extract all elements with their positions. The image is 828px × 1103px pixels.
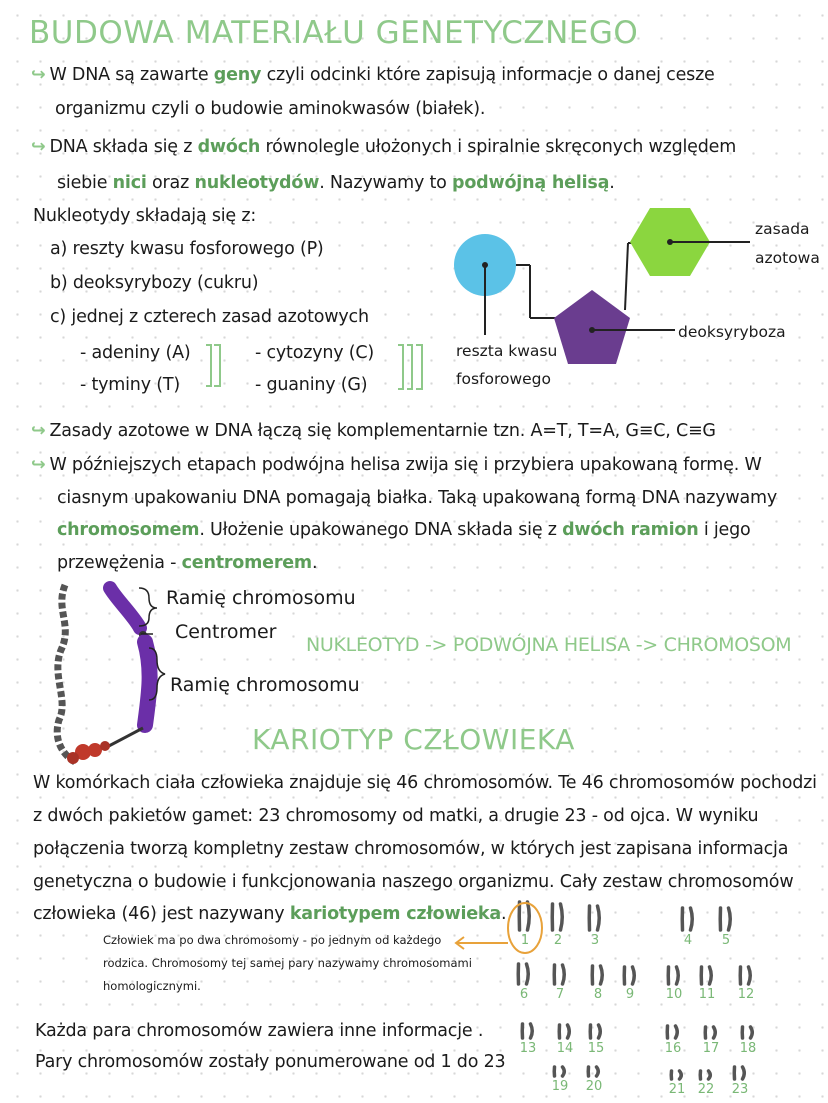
chromosome-number-5: 5 <box>721 933 731 948</box>
chromosome-shape <box>528 902 530 930</box>
karyotype-text-4: genetyczna o budowie i funkcjonowania naszego organizmu. Cały zestaw chromosomów <box>33 872 794 892</box>
chromosome-number-15: 15 <box>587 1041 605 1056</box>
chromosome-shape <box>597 1067 599 1076</box>
chromosome-pair-6 <box>518 964 528 1002</box>
chromosome-pair-17 <box>703 1027 720 1056</box>
chromosome-number-7: 7 <box>555 987 565 1002</box>
karyotype-chart <box>500 898 828 1103</box>
chromosome-shape <box>729 908 731 930</box>
chromosome-pair-23 <box>732 1067 749 1097</box>
karyotype-svg <box>500 898 828 1103</box>
chromosome-shape <box>527 964 529 984</box>
chromosome-pair-20 <box>586 1067 603 1094</box>
chromosome-number-3: 3 <box>590 933 600 948</box>
homologous-note-2: rodzica. Chromosomy tej samej pary nazywamy chromosomami <box>103 956 472 970</box>
homologous-note-1: Człowiek ma po dwa chromosomy - po jednym od każdego <box>103 933 442 947</box>
chromosome-pair-10 <box>666 967 683 1002</box>
chromosome-shape <box>680 1071 682 1079</box>
label-arm-bottom: Ramię chromosomu <box>170 674 360 696</box>
karyotype-end-2: Pary chromosomów zostały ponumerowane od 1 do 23 <box>35 1052 506 1072</box>
chromosome-number-20: 20 <box>585 1079 603 1094</box>
chromosome-number-10: 10 <box>665 987 683 1002</box>
hook-arrow-icon: ↪ <box>31 455 46 475</box>
chromosome-shape <box>563 965 565 984</box>
base-adenine: - adeniny (A) <box>80 343 191 363</box>
chromosome-number-13: 13 <box>519 1041 537 1056</box>
section-title-karyotype: KARIOTYP CZŁOWIEKA <box>252 723 575 756</box>
term-genes: geny <box>213 65 262 85</box>
chromosome-shape <box>633 967 635 984</box>
chromosome-pair-2 <box>552 904 562 948</box>
chromosome-number-19: 19 <box>551 1079 569 1094</box>
karyotype-text-5: człowieka (46) jest nazywany kariotypem człowieka. <box>33 904 507 924</box>
chromosome-number-16: 16 <box>664 1041 682 1056</box>
chromosome-pair-13 <box>520 1024 537 1056</box>
chromosome-pair-12 <box>738 967 755 1002</box>
chromosome-shape <box>676 1026 678 1038</box>
chromosome-shape <box>749 967 751 984</box>
chromosome-shape <box>677 967 679 984</box>
flow-summary: NUKLEOTYD -> PODWÓJNA HELISA -> CHROMOSOM <box>306 634 792 656</box>
chromosome-number-21: 21 <box>668 1082 686 1097</box>
double-bond-bracket-icon <box>203 342 225 392</box>
chromosome-number-6: 6 <box>519 987 529 1002</box>
chromosome-number-8: 8 <box>593 987 603 1002</box>
nucleotide-part-c: c) jednej z czterech zasad azotowych <box>50 307 369 327</box>
chromosome-shape <box>598 906 600 930</box>
label-phosphate-2: fosforowego <box>456 370 552 388</box>
paragraph-dna-line2: siebie nici oraz nukleotydów. Nazywamy to podwójną helisą. <box>57 173 615 193</box>
chromosome-number-17: 17 <box>702 1041 720 1056</box>
chromosome-shape <box>601 966 603 984</box>
term-two: dwóch <box>197 137 261 157</box>
chromosome-pair-3 <box>589 906 599 948</box>
chromosome-shape <box>599 1025 601 1038</box>
chromosome-pair-14 <box>557 1025 574 1056</box>
karyotype-text-1: W komórkach ciała człowieka znajduje się 46 chromosomów. Te 46 chromosomów pochodzi <box>33 773 817 793</box>
chromosome-pair-5 <box>720 908 730 948</box>
chromosome-number-12: 12 <box>737 987 755 1002</box>
karyotype-text-2: z dwóch pakietów gamet: 23 chromosomy od matki, a drugie 23 - od ojca. W wyniku <box>33 806 759 826</box>
chromosome-number-14: 14 <box>556 1041 574 1056</box>
term-strands: nici <box>112 173 147 193</box>
chromosome-shape <box>710 967 712 984</box>
nucleotide-part-a: a) reszty kwasu fosforowego (P) <box>50 239 324 259</box>
label-nitrogen-base-2: azotowa <box>755 249 820 267</box>
chromosome-shape <box>561 904 563 930</box>
paragraph-complementary: ↪ Zasady azotowe w DNA łączą się komplementarnie tzn. A=T, T=A, G≡C, C≡G <box>31 421 716 441</box>
paragraph-packing-line2: ciasnym upakowaniu DNA pomagają białka. Taką upakowaną formą DNA nazywamy <box>57 488 778 508</box>
base-cytosine: - cytozyny (C) <box>255 343 375 363</box>
chromosome-number-4: 4 <box>683 933 693 948</box>
hook-arrow-icon: ↪ <box>31 137 46 157</box>
chromosome-pair-18 <box>740 1027 757 1056</box>
nucleotide-part-b: b) deoksyrybozy (cukru) <box>50 273 259 293</box>
chromosome-pair-16 <box>665 1026 682 1056</box>
chromosome-number-2: 2 <box>553 933 563 948</box>
chromosome-shape <box>691 908 693 930</box>
term-centromere: centromerem <box>181 553 312 573</box>
paragraph-dna: ↪ DNA składa się z dwóch równolegle ułożonych i spiralnie skręconych względem <box>31 137 737 157</box>
chromosome-number-23: 23 <box>731 1082 749 1097</box>
chromosome-number-1: 1 <box>520 933 530 948</box>
chromosome-pair-19 <box>552 1067 569 1094</box>
paragraph-genes-line2: organizmu czyli o budowie aminokwasów (białek). <box>55 99 486 119</box>
hook-arrow-icon: ↪ <box>31 65 46 85</box>
chromosome-shape <box>714 1027 716 1038</box>
label-arm-top: Ramię chromosomu <box>166 587 356 609</box>
base-thymine: - tyminy (T) <box>80 375 180 395</box>
chromosome-shape <box>563 1067 565 1076</box>
chromosome-pair-9 <box>624 967 634 1002</box>
label-nitrogen-base-1: zasada <box>755 220 810 238</box>
hook-arrow-icon: ↪ <box>31 421 46 441</box>
nucleotides-intro: Nukleotydy składają się z: <box>33 206 257 226</box>
term-double-helix: podwójną helisą <box>452 173 610 193</box>
term-karyotype: kariotypem człowieka <box>289 904 501 924</box>
term-chromosome: chromosomem <box>57 520 200 540</box>
chromosome-pair-7 <box>554 965 564 1002</box>
chromosome-number-22: 22 <box>697 1082 715 1097</box>
chromosome-number-18: 18 <box>739 1041 757 1056</box>
chromosome-shape <box>568 1025 570 1038</box>
label-centromere: Centromer <box>175 621 277 643</box>
chromosome-number-9: 9 <box>625 987 635 1002</box>
paragraph-packing-line3: chromosomem. Ułożenie upakowanego DNA składa się z dwóch ramion i jego <box>57 520 751 540</box>
chromosome-pair-1 <box>519 902 529 948</box>
label-phosphate-1: reszta kwasu <box>456 342 558 360</box>
karyotype-text-3: połączenia tworzą kompletny zestaw chromosomów, w których jest zapisana informacja <box>33 839 789 859</box>
chromosome-pair-4 <box>682 908 692 948</box>
term-two-arms: dwóch ramion <box>562 520 699 540</box>
karyotype-end-1: Każda para chromosomów zawiera inne informacje . <box>35 1021 484 1041</box>
chromosome-pair-15 <box>588 1025 605 1056</box>
paragraph-genes: ↪ W DNA są zawarte geny czyli odcinki które zapisują informacje o danej cesze <box>31 65 715 85</box>
chromosome-shape <box>751 1027 753 1038</box>
chromosome-shape <box>709 1071 711 1079</box>
chromosome-shape <box>531 1024 533 1038</box>
label-deoxyribose: deoksyryboza <box>678 323 786 341</box>
chromosome-pair-21 <box>669 1071 686 1097</box>
base-guanine: - guaniny (G) <box>255 375 368 395</box>
chromosome-pair-8 <box>592 966 602 1002</box>
term-nucleotides: nukleotydów <box>194 173 320 193</box>
paragraph-packing-line4: przewężenia - centromerem. <box>57 553 318 573</box>
chromosome-pair-11 <box>699 967 716 1002</box>
chromosome-number-11: 11 <box>698 987 716 1002</box>
homologous-note-3: homologicznymi. <box>103 979 201 993</box>
paragraph-packing: ↪ W późniejszych etapach podwójna helisa zwija się i przybiera upakowaną formę. W <box>31 455 762 475</box>
triple-bond-bracket-icon <box>395 342 429 394</box>
chromosome-pair-22 <box>698 1071 715 1097</box>
chromosome-shape <box>743 1067 745 1079</box>
page-title: BUDOWA MATERIAŁU GENETYCZNEGO <box>29 15 639 51</box>
